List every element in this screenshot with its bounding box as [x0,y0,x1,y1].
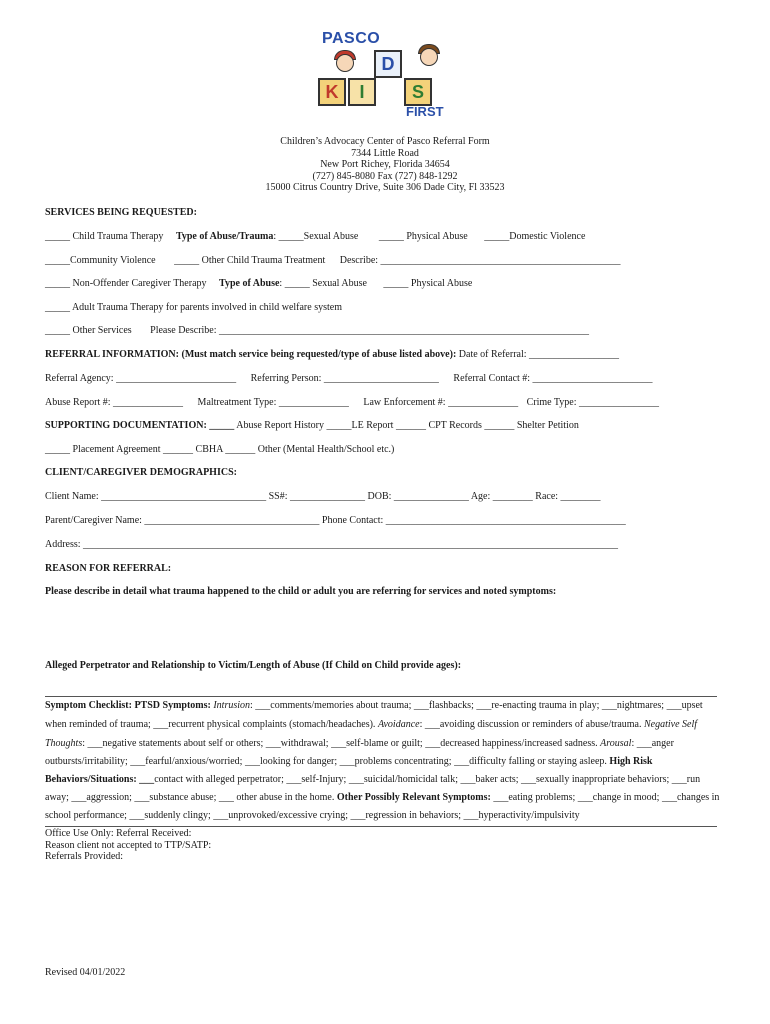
checklist-line-4 [45,756,653,767]
office-reason-not-accepted: Reason client not accepted to TTP/SATP: [45,839,212,851]
other-symptoms-items[interactable]: ___eating problems; ___change in mood; ___changes in [490,792,720,803]
maltreatment-type-field[interactable]: Maltreatment Type: ______________ [197,397,349,408]
form-header [0,136,770,194]
physical-abuse-field[interactable]: _____ Physical Abuse [378,231,468,242]
type-of-abuse-label: Type of Abuse/Trauma [175,231,274,242]
demographics-heading: CLIENT/CAREGIVER DEMOGRAPHICS: [45,467,237,478]
referral-contact-field[interactable]: Referral Contact #: ________________________ [453,373,653,384]
child-trauma-therapy-field[interactable]: _____ Child Trauma Therapy [45,231,164,242]
revised-date: Revised 04/01/2022 [45,967,126,978]
crime-type-field[interactable]: Crime Type: ________________ [526,397,660,408]
behaviors-situations-label: Behaviors/Situations: ___ [45,774,155,785]
other-trauma-treatment-field[interactable]: _____ Other Child Trauma Treatment [174,255,326,266]
parent-caregiver-row[interactable]: Parent/Caregiver Name: ___________________________________ Phone Contact: ________________________________________________ [45,515,626,526]
services-row-caregiver [45,278,472,289]
arousal-label: Arousal [600,738,632,749]
reason-prompt: Please describe in detail what trauma happened to the child or adult you are referring for services and noted symptoms: [45,586,557,597]
high-risk-label: High Risk [609,756,653,767]
logo-block-d: D [374,50,402,78]
address-line-2: New Port Richey, Florida 34654 [320,159,450,171]
referral-info-heading: REFERRAL INFORMATION: (Must match service being requested/type of abuse listed above): [45,349,457,360]
please-describe-field[interactable]: Please Describe: __________________________________________________________________________ [150,325,590,336]
logo-top-text: PASCO [322,30,381,47]
negative-self-label: Negative Self [644,719,698,730]
date-of-referral-field[interactable]: Date of Referral: __________________ [456,349,620,360]
kid-face-icon [336,54,354,72]
reason-heading: REASON FOR REFERRAL: [45,563,172,574]
referral-agency-row [45,373,653,384]
arousal-items[interactable]: : ___anger [631,738,674,749]
services-row-child-trauma [45,231,585,242]
supporting-docs-fields[interactable]: Abuse Report History _____LE Report ______ CPT Records ______ Shelter Petition [234,420,579,431]
supporting-docs-heading: SUPPORTING DOCUMENTATION: _____ [45,420,235,431]
describe-field[interactable]: Describe: ________________________________________________ [339,255,621,266]
type-of-abuse-label: Type of Abuse [219,278,280,289]
divider [45,696,717,697]
divider [45,826,717,827]
thoughts-label: Thoughts [45,738,83,749]
placement-row[interactable]: _____ Placement Agreement ______ CBHA ______ Other (Mental Health/School etc.) [45,444,395,455]
high-risk-items-cont[interactable]: away; ___aggression; ___substance abuse; ___ other abuse in the home. [45,792,337,803]
abuse-report-field[interactable]: Abuse Report #: ______________ [45,397,184,408]
checklist-line-6 [45,792,719,803]
physical-abuse-field[interactable]: _____ Physical Abuse [383,278,473,289]
supporting-docs-row [45,420,579,431]
office-referral-received: Office Use Only: Referral Received: [45,828,192,839]
avoidance-items[interactable]: : ___avoiding discussion or reminders of abuse/trauma. [419,719,644,730]
pasco-kids-first-logo [312,30,460,122]
office-referrals-provided: Referrals Provided: [45,851,124,862]
other-services-field[interactable]: _____ Other Services [45,325,132,336]
checklist-line-5 [45,774,700,785]
services-heading: SERVICES BEING REQUESTED: [45,207,197,218]
services-row-community [45,255,621,266]
referral-agency-field[interactable]: Referral Agency: ________________________ [45,373,237,384]
caregiver-therapy-field[interactable]: _____ Non-Offender Caregiver Therapy [45,278,207,289]
checklist-line-3 [45,738,674,749]
address-field[interactable]: Address: ___________________________________________________________________________________________________________ [45,539,619,550]
checklist-items[interactable]: when reminded of trauma; ___recurrent physical complaints (stomach/headaches). [45,719,378,730]
avoidance-label: Avoidance [377,719,420,730]
address-line-3: 15000 Citrus Country Drive, Suite 306 Dade City, Fl 33523 [265,182,505,194]
checklist-line-2 [45,719,697,730]
high-risk-items[interactable]: contact with alleged perpetrator; ___self-Injury; ___suicidal/homicidal talk; ___baker acts; ___sexually inappropriate behaviors; ___run [154,774,701,785]
symptom-checklist-label: Symptom Checklist: PTSD Symptoms: [45,700,214,711]
domestic-violence-field[interactable]: _____Domestic Violence [484,231,586,242]
phone-fax: (727) 845-8080 Fax (727) 848-1292 [312,170,458,182]
arousal-items-cont[interactable]: outbursts/irritability; ___fearful/anxious/worried; ___looking for danger; ___problems concentrating; ___difficulty falling or staying asleep. [45,756,610,767]
office-use-section [45,828,211,863]
logo-block-s: S [404,78,432,106]
client-name-row[interactable]: Client Name: _________________________________ SS#: _______________ DOB: _______________ Age: ________ Race: ________ [45,491,601,502]
other-symptoms-label: Other Possibly Relevant Symptoms: [336,792,491,803]
checklist-line-1 [45,700,703,711]
intrusion-label: Intrusion [213,700,251,711]
address-line-1: 7344 Little Road [351,147,419,159]
perpetrator-prompt: Alleged Perpetrator and Relationship to Victim/Length of Abuse (If Child on Child provide ages): [45,660,462,671]
kid-face-icon [420,48,438,66]
checklist-line-7[interactable]: school performance; ___suddenly clingy; ___unprovoked/excessive crying; ___regression in behaviors; ___hyperactivity/impulsivity [45,810,580,821]
community-violence-field[interactable]: _____Community Violence [45,255,156,266]
services-row-other [45,325,589,336]
logo-bottom-text: FIRST [406,104,444,119]
abuse-report-row [45,397,659,408]
referring-person-field[interactable]: Referring Person: _______________________ [250,373,439,384]
thoughts-items[interactable]: : ___negative statements about self or others; ___withdrawal; ___self-blame or guilt; ___decreased happiness/increased sadness. [82,738,601,749]
law-enforcement-field[interactable]: Law Enforcement #: ______________ [363,397,519,408]
logo-block-k: K [318,78,346,106]
adult-trauma-therapy-field[interactable]: _____ Adult Trauma Therapy for parents involved in child welfare system [45,302,342,313]
form-title: Children’s Advocacy Center of Pasco Referral Form [280,136,490,147]
sexual-abuse-field[interactable]: : _____Sexual Abuse [273,231,359,242]
logo-block-i: I [348,78,376,106]
sexual-abuse-field[interactable]: : _____ Sexual Abuse [279,278,367,289]
intrusion-items[interactable]: : ___comments/memories about trauma; ___flashbacks; ___re-enacting trauma in play; ___nightmares; ___upset [250,700,703,711]
referral-info-row [45,349,619,360]
